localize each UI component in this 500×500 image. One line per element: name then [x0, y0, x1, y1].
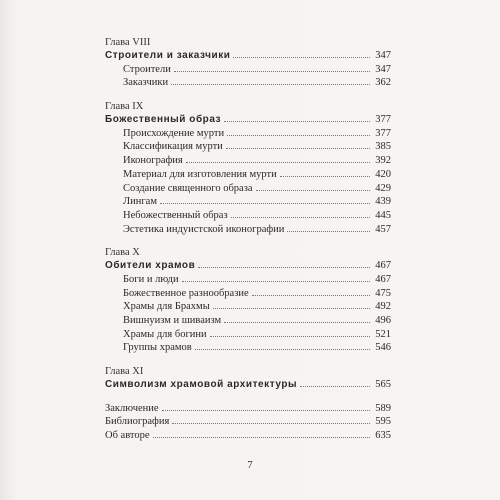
- dot-leader: [186, 162, 370, 163]
- page-ref: 439: [375, 196, 391, 208]
- chapter-title: Божественный образ: [105, 114, 222, 126]
- chapter-title-row: [105, 378, 391, 392]
- dot-leader: [224, 121, 370, 122]
- page-ref: 589: [375, 402, 391, 414]
- dot-leader: [198, 267, 370, 268]
- dot-leader: [195, 349, 370, 350]
- dot-leader: [256, 190, 370, 191]
- dot-leader: [233, 57, 370, 58]
- chapter-title-row: [105, 113, 391, 127]
- entry-title: Небожественный образ: [123, 209, 228, 221]
- toc-entry: [105, 154, 391, 168]
- toc-entry: [105, 429, 391, 443]
- toc-entry: [105, 168, 391, 182]
- page-ref: 635: [375, 430, 391, 442]
- entry-title: Заключение: [105, 402, 159, 414]
- toc-entry: [105, 415, 391, 429]
- toc-entry: [105, 341, 391, 355]
- toc-entry: [105, 140, 391, 154]
- toc-entry: [105, 127, 391, 141]
- entry-title: Об авторе: [105, 430, 150, 442]
- toc-entry: [105, 223, 391, 237]
- page-ref: 420: [375, 168, 391, 180]
- chapter-10: [105, 246, 391, 355]
- page-ref: 377: [375, 127, 391, 139]
- dot-leader: [224, 322, 370, 323]
- chapter-label: Глава XI: [105, 366, 144, 378]
- page-ref: 347: [375, 63, 391, 75]
- page-ref: 377: [375, 114, 391, 126]
- dot-leader: [172, 423, 370, 424]
- page-ref: 467: [375, 273, 391, 285]
- dot-leader: [162, 410, 370, 411]
- dot-leader: [227, 135, 370, 136]
- page-ref: 492: [375, 301, 391, 313]
- chapter-11: [105, 365, 391, 392]
- entry-title: Эстетика индуистской иконографии: [123, 223, 285, 235]
- dot-leader: [213, 308, 370, 309]
- chapter-8: [105, 36, 391, 90]
- toc-entry: [105, 182, 391, 196]
- dot-leader: [300, 386, 370, 387]
- toc-entry: [105, 402, 391, 416]
- entry-title: Храмы для Брахмы: [123, 301, 210, 313]
- entry-title: Заказчики: [123, 77, 169, 89]
- page-ref: 496: [375, 315, 391, 326]
- page-ref: 457: [375, 223, 391, 235]
- page-ref: 429: [375, 182, 391, 194]
- page-ref: 445: [375, 209, 391, 221]
- entry-title: Лингам: [123, 196, 157, 208]
- entry-title: Происхождение мурти: [123, 127, 225, 139]
- entry-title: Строители: [123, 63, 171, 75]
- page-ref: 546: [375, 342, 391, 354]
- chapter-title: Строители и заказчики: [105, 50, 231, 61]
- dot-leader: [210, 336, 370, 337]
- page-ref: 595: [375, 416, 391, 428]
- dot-leader: [231, 217, 370, 218]
- dot-leader: [280, 176, 370, 177]
- page-ref: 521: [375, 328, 391, 340]
- toc-entry: [105, 273, 391, 287]
- entry-title: Классификация мурти: [123, 141, 223, 153]
- page-ref: 347: [375, 50, 391, 61]
- dot-leader: [174, 71, 370, 72]
- page-ref: 565: [375, 379, 391, 391]
- entry-title: Иконография: [123, 155, 183, 167]
- toc-entry: [105, 314, 391, 328]
- entry-title: Храмы для богини: [123, 328, 207, 340]
- chapter-title-row: [105, 49, 391, 63]
- dot-leader: [182, 281, 370, 282]
- entry-title: Боги и люди: [123, 273, 179, 285]
- entry-title: Материал для изготовления мурти: [123, 168, 277, 180]
- page-ref: 385: [375, 141, 391, 153]
- chapter-title: Обители храмов: [105, 260, 196, 272]
- toc-entry: [105, 76, 391, 90]
- entry-title: Библиография: [105, 416, 170, 428]
- toc-entry: [105, 63, 391, 77]
- page-number: 7: [247, 459, 253, 471]
- entry-title: Божественное разнообразие: [123, 287, 249, 299]
- page-ref: 392: [375, 155, 391, 167]
- toc-entry: [105, 300, 391, 314]
- dot-leader: [153, 437, 370, 438]
- chapter-9: [105, 100, 391, 236]
- chapter-label: Глава VIII: [105, 37, 151, 48]
- toc-entry: [105, 287, 391, 301]
- dot-leader: [252, 295, 370, 296]
- entry-title: Создание священного образа: [123, 182, 253, 194]
- chapter-label: Глава IX: [105, 101, 144, 113]
- entry-title: Вишнуизм и шиваизм: [123, 315, 222, 326]
- dot-leader: [160, 203, 370, 204]
- chapter-label: Глава X: [105, 247, 140, 259]
- page-ref: 475: [375, 287, 391, 299]
- toc-entry: [105, 209, 391, 223]
- dot-leader: [287, 231, 370, 232]
- chapter-title: Символизм храмовой архитектуры: [105, 379, 298, 391]
- entry-title: Группы храмов: [123, 342, 192, 354]
- back-matter: [105, 402, 391, 443]
- page-ref: 362: [375, 77, 391, 89]
- dot-leader: [171, 84, 370, 85]
- table-of-contents: [105, 36, 391, 443]
- page-ref: 467: [375, 260, 391, 272]
- toc-entry: [105, 328, 391, 342]
- chapter-title-row: [105, 259, 391, 273]
- dot-leader: [226, 148, 370, 149]
- toc-entry: [105, 195, 391, 209]
